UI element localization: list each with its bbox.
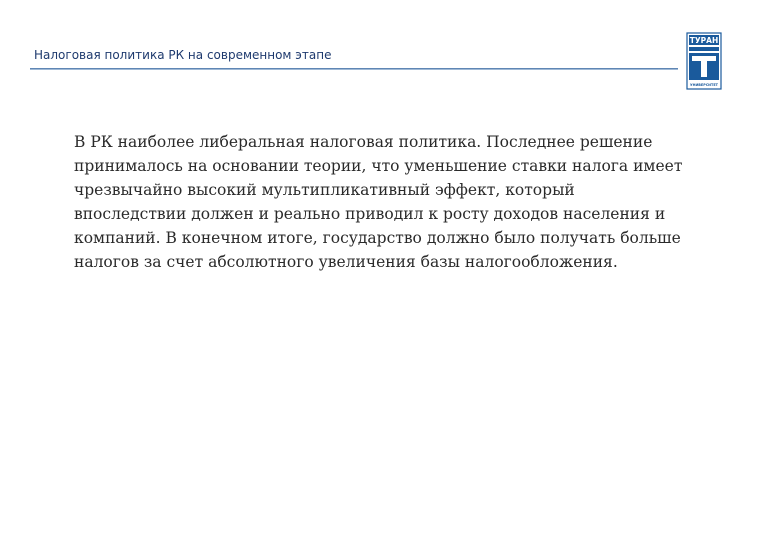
- body-line: принималось на основании теории, что уменьшение ставки налога имеет: [74, 157, 683, 175]
- body-line: налогов за счет абсолютного увеличения базы налогообложения.: [74, 253, 618, 271]
- slide-title: Налоговая политика РК на современном этапе: [34, 48, 332, 62]
- logo-tagline: УНИВЕРСИТЕТ: [690, 83, 718, 87]
- body-line: компаний. В конечном итоге, государство должно было получать больше: [74, 229, 681, 247]
- body-line: впоследствии должен и реально приводил к росту доходов населения и: [74, 205, 666, 223]
- title-divider: [30, 68, 678, 70]
- logo-wordmark: ТУРАН: [689, 36, 719, 45]
- body-paragraph: [74, 130, 754, 274]
- turan-university-logo-icon: [686, 32, 722, 90]
- body-line: чрезвычайно высокий мультипликативный эффект, который: [74, 181, 575, 199]
- body-line: В РК наиболее либеральная налоговая политика. Последнее решение: [74, 133, 653, 151]
